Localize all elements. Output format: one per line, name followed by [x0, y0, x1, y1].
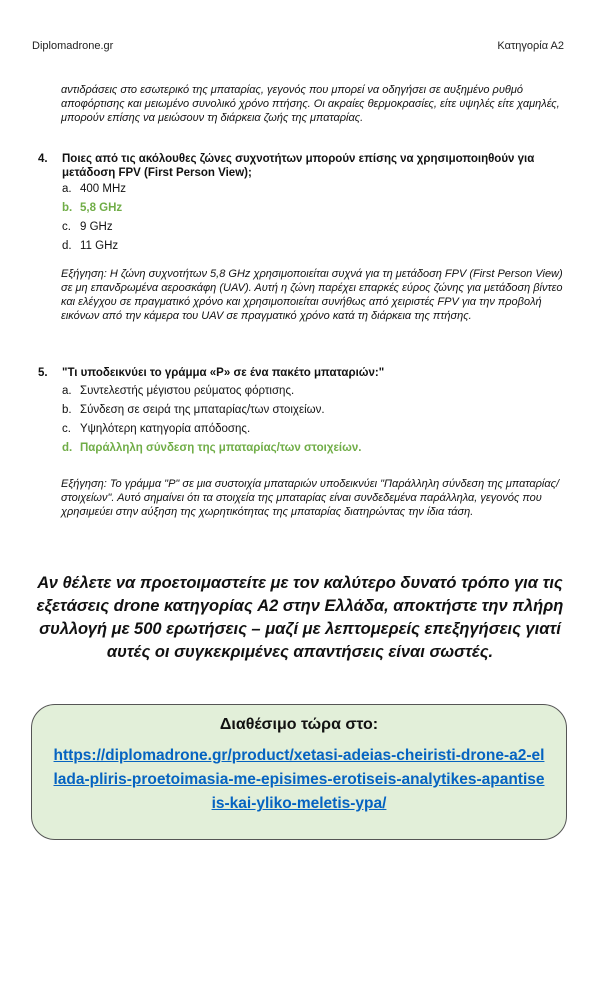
option-letter: b. [62, 202, 73, 214]
explanation-5: Εξήγηση: Το γράμμα "P" σε μια συστοιχία μπαταριών υποδεικνύει "Παράλληλη σύνδεση της μπαταρίας/στοιχείων". Αυτό σημαίνει ότι τα στοιχεία της μπαταρίας είναι συνδεδεμένα παράλληλα, γεγονός που χρησιμεύει στην αύξηση της χωρητικότητας της μπαταρίας διατηρώντας την ίδια τάση. [61, 478, 560, 518]
option-letter: b. [62, 404, 72, 416]
question-text: Ποιες από τις ακόλουθες ζώνες συχνοτήτων μπορούν επίσης να χρησιμοποιηθούν για μετάδοση FPV (First Person View); [62, 153, 535, 179]
option-letter: d. [62, 442, 73, 454]
question-heading [38, 152, 578, 180]
option-c [62, 420, 578, 439]
option-letter: c. [62, 423, 71, 435]
option-text: Σύνδεση σε σειρά της μπαταρίας/των στοιχείων. [80, 404, 325, 416]
option-letter: d. [62, 240, 72, 252]
option-text: Συντελεστής μέγιστου ρεύματος φόρτισης. [80, 385, 295, 397]
question-text: "Τι υποδεικνύει το γράμμα «P» σε ένα πακέτο μπαταριών:" [62, 367, 385, 379]
question-heading [38, 366, 578, 380]
option-text: Παράλληλη σύνδεση της μπαταρίας/των στοιχείων. [80, 442, 362, 454]
option-d-correct [62, 439, 578, 458]
promo-text: Αν θέλετε να προετοιμαστείτε με τον καλύτερο δυνατό τρόπο για τις εξετάσεις drone κατηγορίας A2 στην Ελλάδα, αποκτήστε την πλήρη συλλογή με 500 ερωτήσεις – μαζί με λεπτομερείς επεξηγήσεις γιατί αυτές οι συγκεκριμένες απαντήσεις είναι σωστές. [36, 574, 564, 661]
explanation-4: Εξήγηση: Η ζώνη συχνοτήτων 5,8 GHz χρησιμοποιείται συχνά για τη μετάδοση FPV (First Person View) σε μη επανδρωμένα αεροσκάφη (UAV). Αυτή η ζώνη παρέχει επαρκές εύρος ζώνης για μετάδοση βίντεο και ελέγχου σε πραγματικό χρόνο και χρησιμοποιείται συνήθως από χειριστές FPV για την προβολή εικόνων από την κάμερα του UAV σε πραγματικό χρόνο κατά τη διάρκεια της πτήσης. [61, 268, 563, 322]
product-link[interactable]: https://diplomadrone.gr/product/xetasi-adeias-cheiristi-drone-a2-ellada-pliris-proetoimasia-me-episimes-erotiseis-analytikes-apantiseis-kai-yliko-meletis-ypa/ [53, 747, 545, 812]
option-letter: a. [62, 385, 72, 397]
intro-paragraph: αντιδράσεις στο εσωτερικό της μπαταρίας, γεγονός που μπορεί να οδηγήσει σε αυξημένο ρυθμό αποφόρτισης και μειωμένο συνολικό χρόνο πτήσης. Οι ακραίες θερμοκρασίες, είτε υψηλές είτε χαμηλές, μπορούν επίσης να μειώσουν τη διάρκεια ζωής της μπαταρίας. [61, 84, 560, 124]
availability-title: Διαθέσιμο τώρα στο: [219, 716, 379, 733]
option-b [62, 401, 578, 420]
option-d [62, 237, 578, 256]
option-letter: a. [62, 183, 72, 195]
option-a [62, 382, 578, 401]
site-name: Diplomadrone.gr [32, 40, 114, 52]
option-text: Υψηλότερη κατηγορία απόδοσης. [80, 423, 251, 435]
option-text: 5,8 GHz [80, 202, 123, 214]
option-a [62, 180, 578, 199]
options-list [38, 180, 578, 256]
question-5 [38, 366, 578, 458]
option-c [62, 218, 578, 237]
option-b-correct [62, 199, 578, 218]
options-list [38, 382, 578, 458]
question-number: 4. [38, 153, 48, 165]
option-text: 9 GHz [80, 221, 113, 233]
option-text: 11 GHz [80, 240, 119, 252]
question-4 [38, 152, 578, 256]
category-label: Κατηγορία Α2 [497, 40, 564, 52]
availability-box [31, 704, 567, 840]
option-letter: c. [62, 221, 71, 233]
option-text: 400 MHz [80, 183, 127, 195]
page-header [32, 40, 564, 52]
question-number: 5. [38, 367, 48, 379]
